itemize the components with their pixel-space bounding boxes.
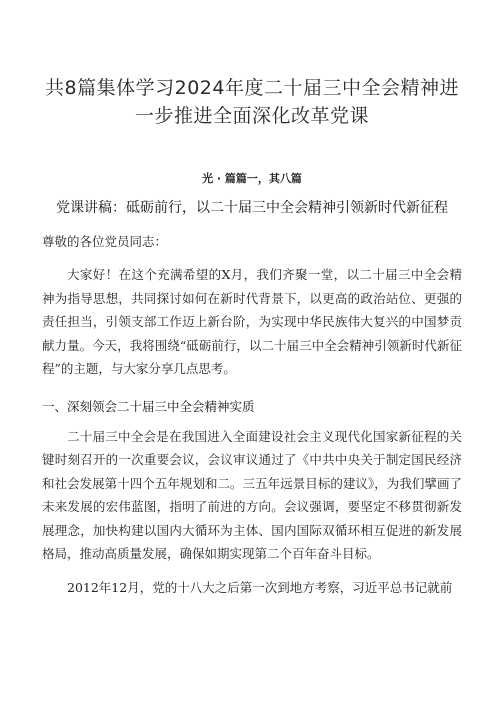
salutation: 尊敬的各位党员同志： [42,234,168,249]
paragraph-2012: 2012年12月，党的十八大之后第一次到地方考察，习近平总书记就前 [67,579,453,595]
paragraph-intro: 大家好！在这个充满希望的X月，我们齐聚一堂，以二十届三中全会精神为指导思想，共同探讨如何在新时代背景下，以更高的政治站位、更强的责任担当，引领支部工作迈上新台阶，为实现中华民族伟大复兴的中国梦贡献力量。今天，我将围绕“砥砺前行，以二十届三中全会精神引领新时代新征程”的主题，与大家分享几点思考。 [42,267,462,376]
section-title: 党课讲稿：砥砺前行，以二十届三中全会精神引领新时代新征程 [56,200,448,216]
paragraph-plenary: 二十届三中全会是在我国进入全面建设社会主义现代化国家新征程的关键时刻召开的一次重要会议，会议审议通过了《中共中央关于制定国民经济和社会发展第十四个五年规划和二。三五年远景目标的建议》，为我们擘画了未来发展的宏伟蓝图，指明了前进的方向。会议强调，要坚定不移贯彻新发展理念，加快构建以国内大循环为主体、国内国际双循环相互促进的新发展格局，推动高质量发展，确保如期实现第二个百年奋斗目标。 [42,428,462,561]
heading-1: 一、深刻领会二十届三中全会精神实质 [42,398,255,414]
document-title: 共8篇集体学习2024年度二十届三中全会精神进一步推进全面深化改革党课 [45,77,459,127]
chapter-label: 光 · 篇篇一，其八篇 [202,172,302,185]
